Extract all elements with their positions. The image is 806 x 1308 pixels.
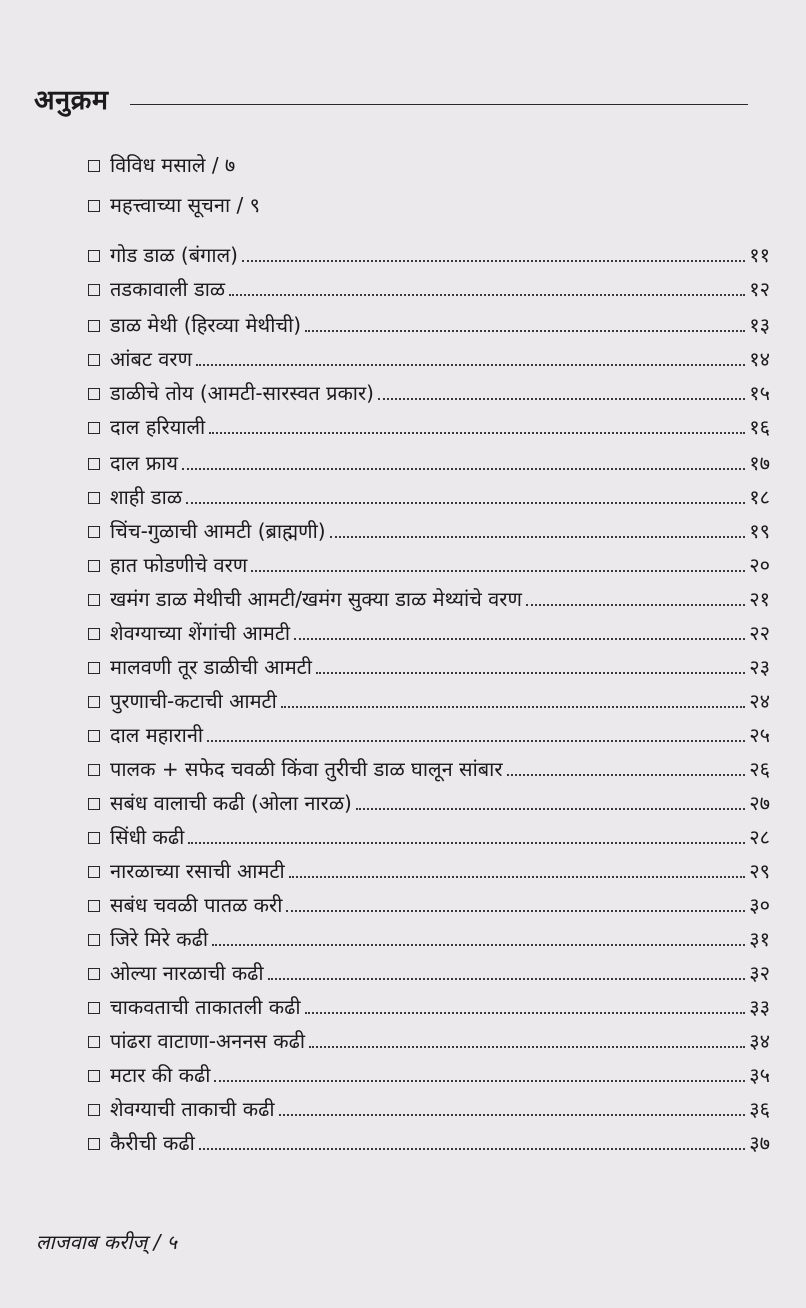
- dot-leader: [209, 432, 745, 434]
- checkbox-square-icon: [88, 832, 100, 844]
- toc-entry: [88, 754, 770, 784]
- checkbox-square-icon: [88, 560, 100, 572]
- toc-entry-page: १७: [749, 451, 770, 475]
- checkbox-square-icon: [88, 730, 100, 742]
- checkbox-square-icon: [88, 1138, 100, 1150]
- toc-entry-title: कैरीची कढी: [110, 1131, 195, 1155]
- toc-entry-page: २०: [749, 553, 770, 577]
- toc-entry-page: ३१: [749, 927, 770, 951]
- toc-entry: [88, 550, 770, 580]
- toc-entry: [88, 618, 770, 648]
- toc-entry: [88, 924, 770, 954]
- toc-entry-title: डाळ मेथी (हिरव्या मेथीची): [110, 313, 302, 337]
- dot-leader: [526, 604, 745, 606]
- toc-entry-page: ३४: [749, 1029, 770, 1053]
- toc-entry-page: १९: [749, 519, 770, 543]
- checkbox-square-icon: [88, 320, 100, 332]
- toc-entry-title: सबंध चवळी पातळ करी: [110, 893, 283, 917]
- dot-leader: [316, 672, 745, 674]
- toc-entry-title: दाल फ्राय: [110, 451, 178, 475]
- toc-entry-title: शाही डाळ: [110, 485, 183, 509]
- checkbox-square-icon: [88, 628, 100, 640]
- toc-entry: [88, 482, 770, 512]
- toc-entry-title: पांढरा वाटाणा-अननस कढी: [110, 1029, 306, 1053]
- toc-entry-title: गोड डाळ (बंगाल): [110, 243, 238, 267]
- checkbox-square-icon: [88, 526, 100, 538]
- toc-entry: [88, 310, 770, 340]
- toc-entry-title: शेवग्याच्या शेंगांची आमटी: [110, 621, 291, 645]
- checkbox-square-icon: [88, 458, 100, 470]
- toc-entry-page: ३५: [749, 1063, 770, 1087]
- checkbox-square-icon: [88, 250, 100, 262]
- toc-entry-title: खमंग डाळ मेथीची आमटी/खमंग सुक्या डाळ मेथ्यांचे वरण: [110, 587, 522, 611]
- toc-entry-page: ३३: [749, 995, 770, 1019]
- dot-leader: [305, 330, 745, 332]
- checkbox-square-icon: [88, 934, 100, 946]
- toc-entry-page: २२: [749, 621, 770, 645]
- toc-entry: [88, 652, 770, 682]
- toc-entry-title: विविध मसाले / ७: [110, 153, 236, 177]
- toc-entry: [88, 890, 770, 920]
- dot-leader: [251, 570, 745, 572]
- toc-entry: [88, 190, 770, 220]
- toc-entry: [88, 1128, 770, 1158]
- toc-entry-title: मटार की कढी: [110, 1063, 211, 1087]
- checkbox-square-icon: [88, 968, 100, 980]
- toc-entry-title: आंबट वरण: [110, 347, 193, 371]
- toc-entry-page: १८: [749, 485, 770, 509]
- toc-entry-title: सिंधी कढी: [110, 825, 185, 849]
- toc-heading: अनुक्रम: [34, 85, 109, 116]
- toc-entry-title: चाकवताची ताकातली कढी: [110, 995, 301, 1019]
- toc-entry: [88, 516, 770, 546]
- checkbox-square-icon: [88, 798, 100, 810]
- checkbox-square-icon: [88, 1002, 100, 1014]
- dot-leader: [281, 706, 745, 708]
- toc-entry-page: ३०: [749, 893, 770, 917]
- toc-entry-title: मालवणी तूर डाळीची आमटी: [110, 655, 312, 679]
- checkbox-square-icon: [88, 160, 100, 172]
- toc-entry-title: तडकावाली डाळ: [110, 277, 226, 301]
- toc-entry-title: नारळाच्या रसाची आमटी: [110, 859, 285, 883]
- checkbox-square-icon: [88, 764, 100, 776]
- dot-leader: [242, 260, 745, 262]
- toc-entry: [88, 150, 770, 180]
- toc-entry-title: महत्त्वाच्या सूचना / ९: [110, 193, 261, 217]
- toc-entry: [88, 788, 770, 818]
- toc-entry-title: ओल्या नारळाची कढी: [110, 961, 264, 985]
- toc-entry: [88, 720, 770, 750]
- checkbox-square-icon: [88, 866, 100, 878]
- checkbox-square-icon: [88, 284, 100, 296]
- heading-rule: [130, 104, 748, 105]
- toc-entry: [88, 992, 770, 1022]
- dot-leader: [330, 536, 746, 538]
- toc-entry-page: २४: [749, 689, 770, 713]
- dot-leader: [279, 1114, 746, 1116]
- toc-entry-page: १४: [749, 347, 770, 371]
- checkbox-square-icon: [88, 492, 100, 504]
- toc-entry-title: पुरणाची-कटाची आमटी: [110, 689, 277, 713]
- toc-entry: [88, 822, 770, 852]
- toc-entry-page: १५: [749, 381, 770, 405]
- toc-entry-title: दाल हरियाली: [110, 415, 206, 439]
- toc-entry-page: २१: [749, 587, 770, 611]
- toc-entry-page: ११: [749, 243, 770, 267]
- dot-leader: [207, 740, 745, 742]
- checkbox-square-icon: [88, 1036, 100, 1048]
- toc-entry: [88, 686, 770, 716]
- dot-leader: [294, 638, 745, 640]
- dot-leader: [212, 944, 745, 946]
- toc-entry-title: डाळीचे तोय (आमटी-सारस्वत प्रकार): [110, 381, 374, 405]
- dot-leader: [186, 502, 745, 504]
- toc-entry-title: दाल महारानी: [110, 723, 204, 747]
- toc-entry-page: २५: [749, 723, 770, 747]
- checkbox-square-icon: [88, 354, 100, 366]
- checkbox-square-icon: [88, 388, 100, 400]
- checkbox-square-icon: [88, 696, 100, 708]
- checkbox-square-icon: [88, 1104, 100, 1116]
- dot-leader: [507, 774, 746, 776]
- dot-leader: [378, 398, 745, 400]
- dot-leader: [289, 876, 746, 878]
- toc-entry-title: शेवग्याची ताकाची कढी: [110, 1097, 275, 1121]
- toc-entry: [88, 1094, 770, 1124]
- toc-entry: [88, 1026, 770, 1056]
- dot-leader: [214, 1080, 745, 1082]
- dot-leader: [199, 1148, 745, 1150]
- checkbox-square-icon: [88, 662, 100, 674]
- toc-entry-page: १६: [749, 415, 770, 439]
- toc-entry-title: हात फोडणीचे वरण: [110, 553, 248, 577]
- toc-entry: [88, 344, 770, 374]
- toc-entry-page: २३: [749, 655, 770, 679]
- toc-entry-page: १२: [749, 277, 770, 301]
- dot-leader: [356, 808, 745, 810]
- dot-leader: [305, 1012, 746, 1014]
- checkbox-square-icon: [88, 900, 100, 912]
- toc-entry: [88, 856, 770, 886]
- dot-leader: [196, 364, 745, 366]
- toc-entry-page: ३६: [749, 1097, 770, 1121]
- toc-entry: [88, 240, 770, 270]
- dot-leader: [182, 468, 745, 470]
- toc-entry: [88, 412, 770, 442]
- toc-entry-page: २७: [749, 791, 770, 815]
- toc-entry: [88, 274, 770, 304]
- toc-entry-title: सबंध वालाची कढी (ओला नारळ): [110, 791, 352, 815]
- toc-entry: [88, 584, 770, 614]
- checkbox-square-icon: [88, 200, 100, 212]
- toc-entry: [88, 1060, 770, 1090]
- checkbox-square-icon: [88, 422, 100, 434]
- page-footer: लाजवाब करीज् / ५: [36, 1230, 178, 1254]
- toc-entry: [88, 378, 770, 408]
- toc-entry-page: २८: [749, 825, 770, 849]
- dot-leader: [229, 294, 745, 296]
- toc-entry-page: १३: [749, 313, 770, 337]
- dot-leader: [286, 910, 745, 912]
- toc-entry-title: जिरे मिरे कढी: [110, 927, 209, 951]
- toc-entry: [88, 448, 770, 478]
- dot-leader: [188, 842, 745, 844]
- toc-entry-page: २६: [749, 757, 770, 781]
- toc-entry-title: पालक + सफेद चवळी किंवा तुरीची डाळ घालून सांबार: [110, 757, 503, 781]
- toc-entry: [88, 958, 770, 988]
- checkbox-square-icon: [88, 594, 100, 606]
- toc-entry-title: चिंच-गुळाची आमटी (ब्राह्मणी): [110, 519, 326, 543]
- checkbox-square-icon: [88, 1070, 100, 1082]
- dot-leader: [268, 978, 746, 980]
- toc-entry-page: ३७: [749, 1131, 770, 1155]
- dot-leader: [309, 1046, 745, 1048]
- toc-entry-page: ३२: [749, 961, 770, 985]
- toc-entry-page: २९: [749, 859, 770, 883]
